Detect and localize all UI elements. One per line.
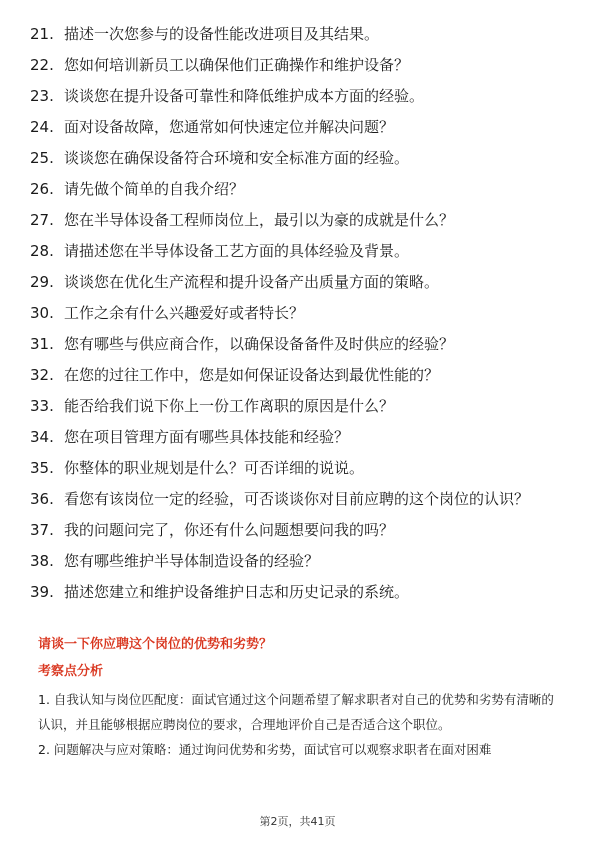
question-text: 我的问题问完了，你还有什么问题想要问我的吗？ <box>64 521 395 539</box>
question-number: 35. <box>30 459 54 477</box>
question-number: 28. <box>30 242 54 260</box>
question-number: 22. <box>30 56 54 74</box>
question-number: 21. <box>30 25 54 43</box>
question-text: 请先做个简单的自我介绍？ <box>64 180 245 198</box>
analysis-section <box>38 636 558 762</box>
question-item <box>30 148 570 169</box>
question-text: 您有哪些维护半导体制造设备的经验？ <box>64 552 320 570</box>
question-text: 在您的过往工作中，您是如何保证设备达到最优性能的？ <box>64 366 440 384</box>
section-subtitle: 考察点分析 <box>38 664 104 679</box>
question-text: 谈谈您在提升设备可靠性和降低维护成本方面的经验。 <box>64 87 425 105</box>
question-item <box>30 365 570 386</box>
question-number: 32. <box>30 366 54 384</box>
question-number: 26. <box>30 180 54 198</box>
question-number: 25. <box>30 149 54 167</box>
question-item <box>30 117 570 138</box>
section-title: 请谈一下你应聘这个岗位的优势和劣势？ <box>38 637 273 652</box>
question-number: 39. <box>30 583 54 601</box>
question-number: 23. <box>30 87 54 105</box>
question-text: 您如何培训新员工以确保他们正确操作和维护设备？ <box>64 56 410 74</box>
question-number: 27. <box>30 211 54 229</box>
question-number: 38. <box>30 552 54 570</box>
question-item <box>30 582 570 603</box>
question-number: 34. <box>30 428 54 446</box>
analysis-item-2: 2. 问题解决与应对策略：通过询问优势和劣势，面试官可以观察求职者在面对困难 <box>38 742 492 757</box>
question-text: 你整体的职业规划是什么？可否详细的说说。 <box>64 459 365 477</box>
question-text: 工作之余有什么兴趣爱好或者特长？ <box>64 304 305 322</box>
question-item <box>30 520 570 541</box>
analysis-item-1: 1. 自我认知与岗位匹配度：面试官通过这个问题希望了解求职者对自己的优势和劣势有清晰的认识，并且能够根据应聘岗位的要求，合理地评价自己是否适合这个职位。 <box>38 692 554 732</box>
question-number: 31. <box>30 335 54 353</box>
question-number: 37. <box>30 521 54 539</box>
question-item <box>30 458 570 479</box>
question-text: 谈谈您在优化生产流程和提升设备产出质量方面的策略。 <box>64 273 440 291</box>
question-item <box>30 24 570 45</box>
question-text: 能否给我们说下你上一份工作离职的原因是什么？ <box>64 397 395 415</box>
page-footer: 第2页，共41页 <box>259 815 336 828</box>
question-text: 您在半导体设备工程师岗位上，最引以为豪的成就是什么？ <box>64 211 455 229</box>
question-text: 您有哪些与供应商合作，以确保设备备件及时供应的经验？ <box>64 335 455 353</box>
question-item <box>30 241 570 262</box>
question-number: 30. <box>30 304 54 322</box>
question-text: 您在项目管理方面有哪些具体技能和经验？ <box>64 428 350 446</box>
question-text: 描述您建立和维护设备维护日志和历史记录的系统。 <box>64 583 410 601</box>
question-item <box>30 272 570 293</box>
question-item <box>30 55 570 76</box>
question-item <box>30 396 570 417</box>
question-number: 33. <box>30 397 54 415</box>
question-item <box>30 427 570 448</box>
question-item <box>30 179 570 200</box>
question-item <box>30 86 570 107</box>
question-text: 谈谈您在确保设备符合环境和安全标准方面的经验。 <box>64 149 410 167</box>
question-number: 29. <box>30 273 54 291</box>
question-text: 描述一次您参与的设备性能改进项目及其结果。 <box>64 25 380 43</box>
question-list <box>30 24 570 613</box>
question-item <box>30 210 570 231</box>
question-text: 看您有该岗位一定的经验，可否谈谈你对目前应聘的这个岗位的认识？ <box>64 490 530 508</box>
question-item <box>30 551 570 572</box>
question-number: 36. <box>30 490 54 508</box>
question-item <box>30 489 570 510</box>
question-item <box>30 334 570 355</box>
question-text: 面对设备故障，您通常如何快速定位并解决问题？ <box>64 118 395 136</box>
question-text: 请描述您在半导体设备工艺方面的具体经验及背景。 <box>64 242 410 260</box>
question-item <box>30 303 570 324</box>
question-number: 24. <box>30 118 54 136</box>
